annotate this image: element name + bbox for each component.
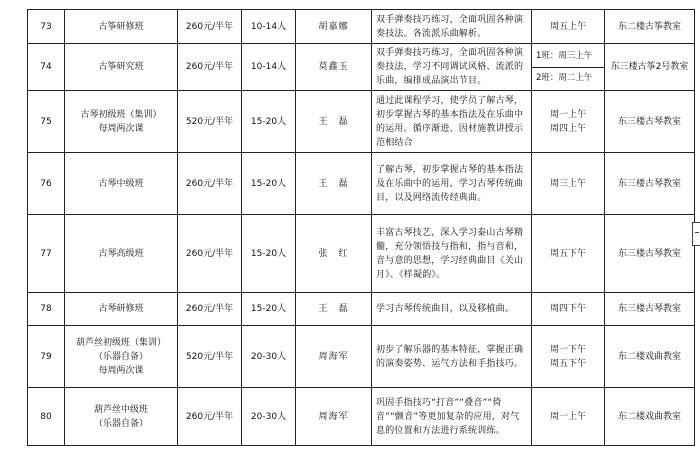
table-row [28, 44, 695, 91]
course-description: 巩固手指技巧“打音”“叠音”“倚音”“颤音”等更加复杂的应用，对气息的位置和方法进行系统训练。 [372, 388, 532, 446]
course-name: 古筝研修班 [65, 10, 178, 44]
table-row [28, 91, 695, 153]
class-size: 15-20人 [242, 293, 296, 326]
course-table [27, 9, 695, 446]
classroom: 东二楼古筝教室 [605, 10, 695, 44]
table-row [28, 293, 695, 326]
course-name: 古琴高级班 [65, 215, 178, 293]
course-number: 79 [28, 326, 65, 388]
classroom: 东三楼古琴教室 [605, 153, 695, 215]
course-description: 双手弹奏技巧练习，全面巩固各种演奏技法。各流派乐曲解析。 [372, 10, 532, 44]
class-size: 15-20人 [242, 153, 296, 215]
handle-dash-icon [695, 232, 699, 233]
table-row [28, 10, 695, 44]
course-description: 了解古琴，初步掌握古琴的基本指法及在乐曲中的运用，学习古琴传统曲目，以及网络流传经典曲。 [372, 153, 532, 215]
class-time: 周一上午 [532, 388, 605, 446]
course-number: 80 [28, 388, 65, 446]
course-description: 通过此课程学习，使学员了解古琴，初步掌握古琴的基本指法及在乐曲中的运用。循序渐进、因材施教讲授示范相结合 [372, 91, 532, 153]
class-size: 20-30人 [242, 388, 296, 446]
class-time: 周四下午 [532, 293, 605, 326]
class-size: 15-20人 [242, 215, 296, 293]
teacher-name: 莫鑫玉 [296, 44, 372, 91]
course-number: 76 [28, 153, 65, 215]
course-number: 75 [28, 91, 65, 153]
course-description: 学习古琴传统曲目，以及移植曲。 [372, 293, 532, 326]
table-row [28, 388, 695, 446]
course-name: 古筝研究班 [65, 44, 178, 91]
course-number: 74 [28, 44, 65, 91]
table-row [28, 326, 695, 388]
class-size: 10-14人 [242, 10, 296, 44]
teacher-name: 周海军 [296, 326, 372, 388]
class-size: 10-14人 [242, 44, 296, 91]
teacher-name: 张 红 [296, 215, 372, 293]
course-fee: 260元/半年 [178, 10, 242, 44]
class-time-option: 2班：周二上午 [532, 67, 604, 89]
teacher-name: 胡嘉娜 [296, 10, 372, 44]
course-fee: 520元/半年 [178, 326, 242, 388]
table-row [28, 153, 695, 215]
course-name: 古琴中级班 [65, 153, 178, 215]
course-fee: 260元/半年 [178, 215, 242, 293]
course-fee: 260元/半年 [178, 388, 242, 446]
teacher-name: 王 磊 [296, 153, 372, 215]
class-time-option: 1班：周三上午 [536, 50, 593, 61]
table-row [28, 215, 695, 293]
class-time: 周三上午 [532, 153, 605, 215]
course-number: 77 [28, 215, 65, 293]
classroom: 东三楼古琴教室 [605, 293, 695, 326]
course-fee: 520元/半年 [178, 91, 242, 153]
classroom: 东三楼古琴教室 [605, 91, 695, 153]
course-name: 葫芦丝初级班（集训） （乐器自备） 每周两次课 [65, 326, 178, 388]
class-time [532, 44, 605, 91]
course-fee: 260元/半年 [178, 44, 242, 91]
course-fee: 260元/半年 [178, 293, 242, 326]
classroom: 东二楼戏曲教室 [605, 326, 695, 388]
teacher-name: 王 磊 [296, 293, 372, 326]
classroom: 东二楼戏曲教室 [605, 388, 695, 446]
course-number: 73 [28, 10, 65, 44]
course-name: 古琴研修班 [65, 293, 178, 326]
class-time: 周五下午 [532, 215, 605, 293]
course-number: 78 [28, 293, 65, 326]
class-time: 周一下午 周五下午 [532, 326, 605, 388]
teacher-name: 王 磊 [296, 91, 372, 153]
course-description: 双手弹奏技巧练习，全面巩固各种演奏技法，学习不同调试风格、流派的乐曲，编排成品演出节目。 [372, 44, 532, 91]
course-fee: 260元/半年 [178, 153, 242, 215]
classroom: 东三楼古琴教室 [605, 215, 695, 293]
class-size: 15-20人 [242, 91, 296, 153]
class-time: 周五上午 [532, 10, 605, 44]
course-name: 葫芦丝中级班 （乐器自备） [65, 388, 178, 446]
classroom: 东三楼古筝2号教室 [605, 44, 695, 91]
teacher-name: 周海军 [296, 388, 372, 446]
class-time: 周一上午 周四上午 [532, 91, 605, 153]
course-description: 初步了解乐器的基本特征，掌握正确的演奏姿势、运气方法和手指技巧。 [372, 326, 532, 388]
course-name: 古琴初级班（集训） 每周两次课 [65, 91, 178, 153]
course-description: 丰富古琴技艺，深入学习泰山古琴精髓，充分领悟技与指和，指与音和，音与意的思想，学习经典曲目《关山月》、《样凝韵》。 [372, 215, 532, 293]
side-scroll-handle[interactable] [692, 222, 700, 246]
class-size: 20-30人 [242, 326, 296, 388]
